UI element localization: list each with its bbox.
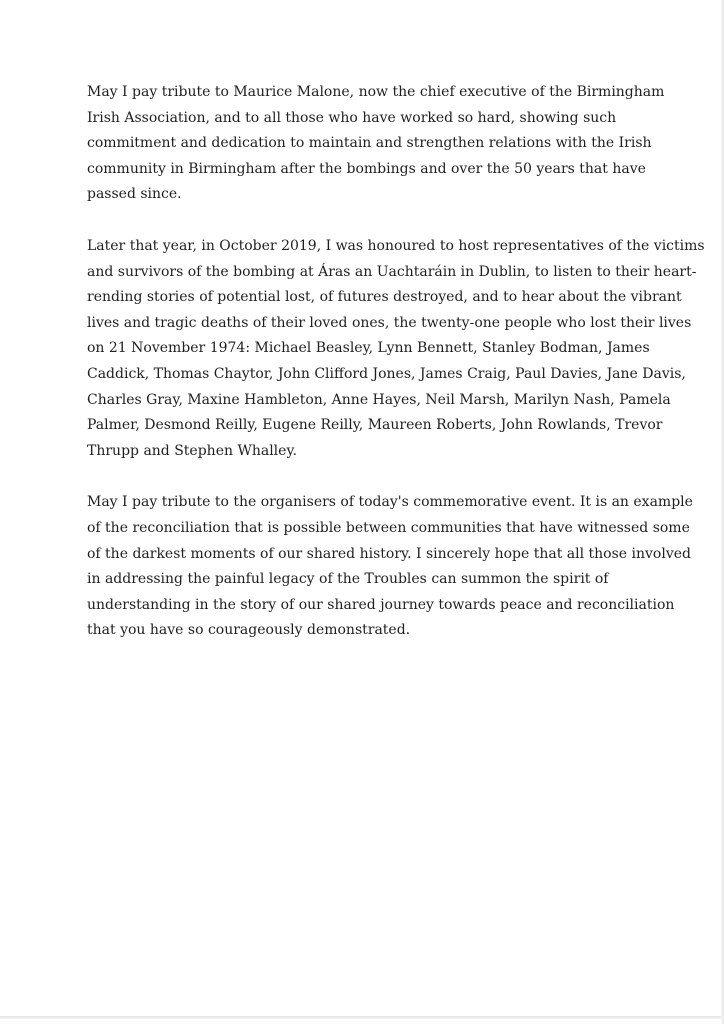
text-line: passed since. bbox=[87, 186, 182, 203]
text-line: commitment and dedication to maintain and strengthen relations with the Irish bbox=[87, 135, 652, 152]
text-line: Thrupp and Stephen Whalley. bbox=[87, 442, 297, 459]
text-line: that you have so courageously demonstrated. bbox=[87, 622, 411, 639]
scan-edge-bottom bbox=[0, 1016, 724, 1019]
paragraph-victims bbox=[87, 234, 705, 464]
paragraph-tribute-malone bbox=[87, 80, 665, 208]
text-line: May I pay tribute to the organisers of today's commemorative event. It is an example bbox=[87, 494, 693, 511]
letter-body bbox=[87, 80, 705, 670]
text-line: and survivors of the bombing at Áras an Uachtaráin in Dublin, to listen to their heart- bbox=[87, 263, 697, 280]
text-line: community in Birmingham after the bombings and over the 50 years that have bbox=[87, 160, 646, 177]
text-line: in addressing the painful legacy of the Troubles can summon the spirit of bbox=[87, 571, 609, 588]
text-line: Caddick, Thomas Chaytor, John Clifford Jones, James Craig, Paul Davies, Jane Davis, bbox=[87, 365, 686, 382]
text-line: of the darkest moments of our shared history. I sincerely hope that all those involved bbox=[87, 545, 691, 562]
text-line: Later that year, in October 2019, I was honoured to host representatives of the victims bbox=[87, 237, 705, 254]
text-line: of the reconciliation that is possible between communities that have witnessed some bbox=[87, 519, 690, 536]
text-line: on 21 November 1974: Michael Beasley, Lynn Bennett, Stanley Bodman, James bbox=[87, 340, 650, 357]
text-line: lives and tragic deaths of their loved ones, the twenty-one people who lost their lives bbox=[87, 314, 692, 331]
text-line: Irish Association, and to all those who have worked so hard, showing such bbox=[87, 109, 617, 126]
text-line: rending stories of potential lost, of futures destroyed, and to hear about the vibrant bbox=[87, 289, 682, 306]
text-line: Charles Gray, Maxine Hambleton, Anne Hayes, Neil Marsh, Marilyn Nash, Pamela bbox=[87, 391, 671, 408]
text-line: May I pay tribute to Maurice Malone, now the chief executive of the Birmingham bbox=[87, 84, 665, 100]
paragraph-reconciliation bbox=[87, 490, 693, 644]
text-line: understanding in the story of our shared journey towards peace and reconciliation bbox=[87, 596, 675, 613]
text-line: Palmer, Desmond Reilly, Eugene Reilly, Maureen Roberts, John Rowlands, Trevor bbox=[87, 417, 663, 434]
